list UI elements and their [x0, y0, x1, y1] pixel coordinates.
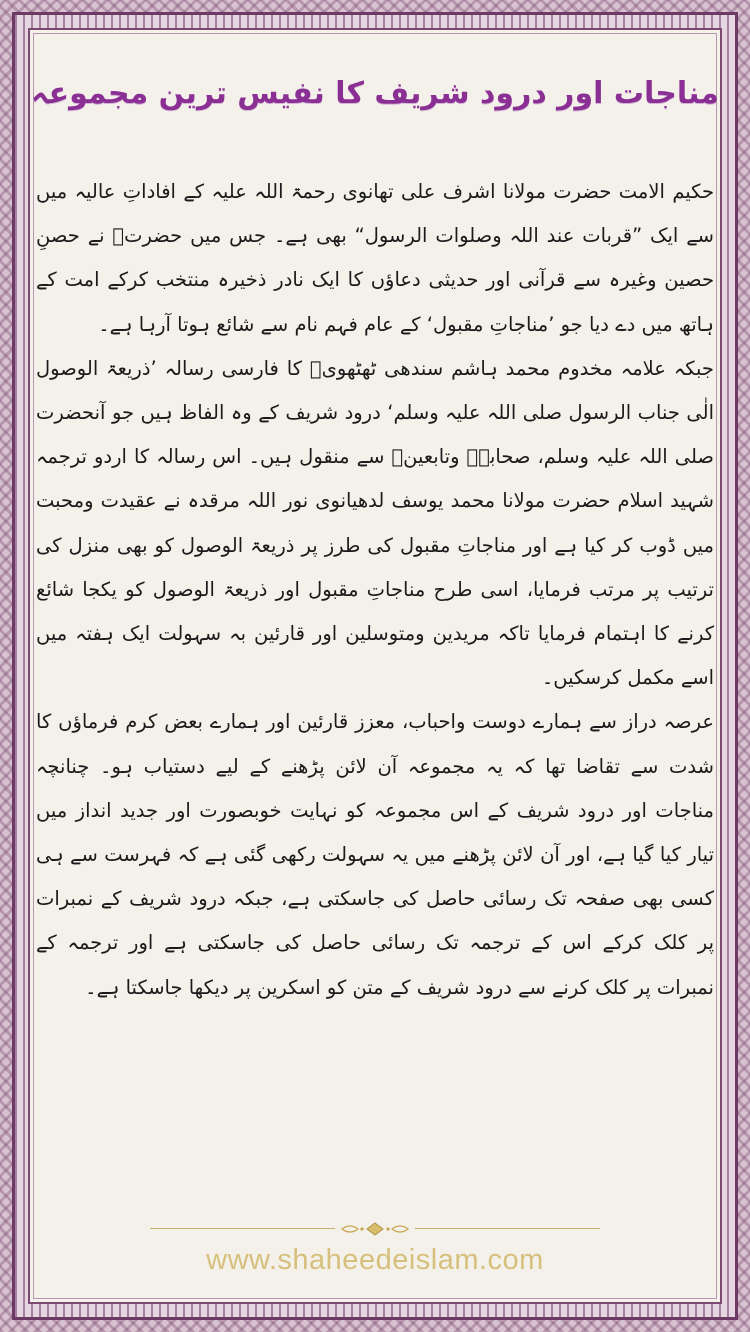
page-title: مناجات اور درود شریف کا نفیس ترین مجموعہ — [31, 76, 719, 111]
flourish-icon — [340, 1222, 410, 1236]
paragraph-3: عرصہ دراز سے ہمارے دوست واحباب، معزز قارئین اور ہمارے بعض کرم فرماؤں کا شدت سے تقاضا تھا کہ یہ مجموعہ آن لائن پڑھنے کے لیے دستیاب ہو۔ چنانچہ مناجات اور درود شریف کے اس مجموعہ کو نہایت خوبصورت اور جدید انداز میں تیار کیا گیا ہے، اور آن لائن پڑھنے میں یہ سہولت رکھی گئی ہے کہ فہرست سے ہی کسی بھی صفحہ تک رسائی حاصل کی جاسکتی ہے، جبکہ درود شریف کے نمبرات پر کلک کرکے اس کے ترجمہ تک رسائی حاصل کی جاسکتی ہے اور ترجمہ کے نمبرات پر کلک کرنے سے درود شریف کے متن کو اسکرین پر دیکھا جاسکتا ہے۔ — [36, 710, 714, 999]
website-url[interactable]: www.shaheedeislam.com — [206, 1244, 544, 1276]
footer-divider — [150, 1222, 600, 1236]
article-body — [36, 170, 714, 1010]
paragraph-1: حکیم الامت حضرت مولانا اشرف علی تھانوی رحمۃ اللہ علیہ کے افاداتِ عالیہ میں سے ایک ”قربات عند اللہ وصلوات الرسول“ بھی ہے۔ جس میں حضرتؒ نے حصنِ حصین وغیرہ سے قرآنی اور حدیثی دعاؤں کا ایک نادر ذخیرہ منتخب کرکے امت کے ہاتھ میں دے دیا جو ’مناجاتِ مقبول‘ کے عام فہم نام سے شائع ہوتا آرہا ہے۔ — [36, 180, 714, 336]
paragraph-2: جبکہ علامہ مخدوم محمد ہاشم سندھی ٹھٹھویؒ کا فارسی رسالہ ’ذریعۃ الوصول الٰی جناب الرسول صلی اللہ علیہ وسلم‘ درود شریف کے وہ الفاظ ہیں جو آنحضرت صلی اللہ علیہ وسلم، صحابہؓ وتابعینؒ سے منقول ہیں۔ اس رسالہ کا اردو ترجمہ شہید اسلام حضرت مولانا محمد یوسف لدھیانوی نور اللہ مرقدہ نے عقیدت ومحبت میں ڈوب کر کیا ہے اور مناجاتِ مقبول کی طرز پر ذریعۃ الوصول کو بھی منزل کی ترتیب پر مرتب فرمایا، اسی طرح مناجاتِ مقبول اور ذریعۃ الوصول کو یکجا شائع کرنے کا اہتمام فرمایا تاکہ مریدین ومتوسلین اور قارئین بہ سہولت ایک ہفتہ میں اسے مکمل کرسکیں۔ — [36, 356, 714, 690]
